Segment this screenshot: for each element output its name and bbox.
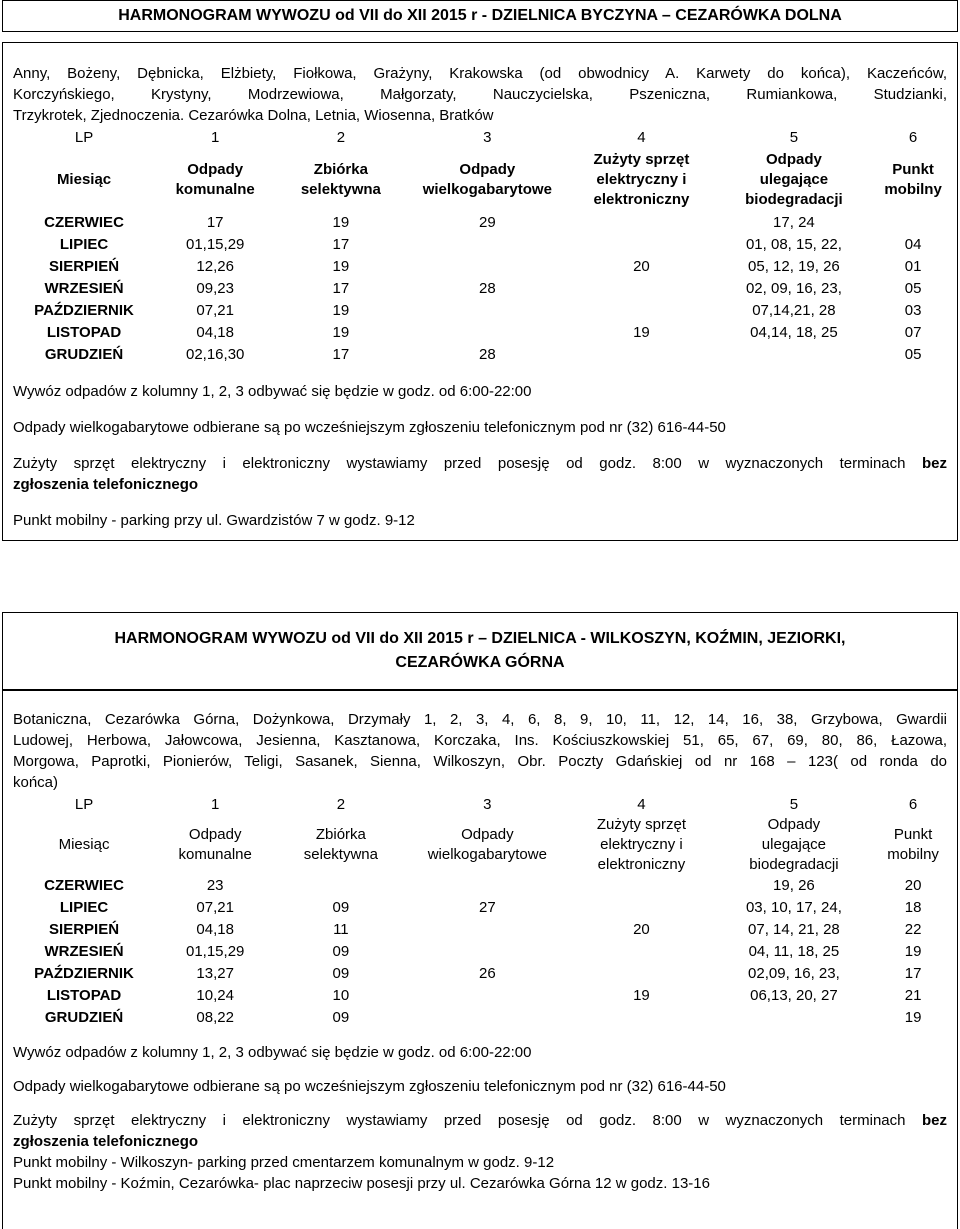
section1-note-hours: Wywóz odpadów z kolumny 1, 2, 3 odbywać się będzie w godz. od 6:00-22:00 bbox=[13, 383, 532, 400]
lp-cell: 3 bbox=[483, 795, 492, 813]
column-header-line: ulegające bbox=[759, 171, 829, 188]
column-header-line: Odpady bbox=[461, 826, 514, 843]
month-cell: GRUDZIEŃ bbox=[44, 1009, 124, 1026]
date-cell: 09 bbox=[332, 965, 350, 982]
column-header-line: Zużyty sprzęt bbox=[593, 151, 690, 168]
section1-streets bbox=[13, 63, 947, 126]
column-header bbox=[275, 148, 406, 212]
note-electro-bold-line: zgłoszenia telefonicznego bbox=[13, 1133, 199, 1150]
streets-line: Trzykrotek, Zjednoczenia. Cezarówka Dolna, Letnia, Wiosenna, Bratków bbox=[13, 107, 494, 124]
date-cell bbox=[568, 897, 714, 919]
date-cell: 10 bbox=[332, 987, 350, 1004]
column-header-line: biodegradacji bbox=[749, 856, 839, 873]
date-cell: 22 bbox=[904, 921, 922, 938]
date-cell bbox=[406, 1007, 568, 1029]
date-cell: 11 bbox=[333, 921, 349, 938]
streets-line: Korczyńskiego, Krystyny, Modrzewiowa, Małgorzaty, Nauczycielska, Pszeniczna, Rumiankowa, Studzianki, bbox=[13, 86, 947, 103]
month-cell: GRUDZIEŃ bbox=[44, 346, 124, 363]
column-header-line: selektywna bbox=[303, 846, 378, 863]
section1-schedule-table bbox=[13, 126, 953, 366]
column-header-line: komunalne bbox=[178, 846, 252, 863]
table-row bbox=[13, 985, 953, 1007]
date-cell bbox=[715, 344, 873, 366]
date-cell: 02,09, 16, 23, bbox=[748, 965, 840, 982]
month-cell: SIERPIEŃ bbox=[49, 921, 120, 938]
date-cell: 12,26 bbox=[196, 258, 234, 275]
date-cell: 09 bbox=[332, 1009, 350, 1026]
table-row bbox=[13, 875, 953, 897]
section1-note-mobile: Punkt mobilny - parking przy ul. Gwardzistów 7 w godz. 9-12 bbox=[13, 512, 415, 529]
date-cell: 07,14,21, 28 bbox=[752, 302, 836, 319]
date-cell: 19 bbox=[332, 214, 350, 231]
date-cell: 07,21 bbox=[196, 899, 234, 916]
date-cell bbox=[406, 941, 568, 963]
date-cell: 06,13, 20, 27 bbox=[750, 987, 838, 1004]
section2-schedule-table bbox=[13, 793, 953, 1029]
table-row bbox=[13, 322, 953, 344]
date-cell: 04,18 bbox=[196, 324, 234, 341]
column-header-line: Odpady bbox=[459, 161, 516, 178]
date-cell: 09 bbox=[332, 943, 350, 960]
column-header bbox=[568, 148, 714, 212]
section1-note-electro bbox=[13, 453, 947, 495]
section2-note-bulky: Odpady wielkogabarytowe odbierane są po wcześniejszym zgłoszeniu telefonicznym pod nr (32) 616-44-50 bbox=[13, 1078, 726, 1095]
lp-cell: 6 bbox=[908, 795, 918, 813]
date-cell bbox=[568, 212, 714, 234]
date-cell: 09,23 bbox=[196, 280, 234, 297]
date-cell: 04 bbox=[904, 236, 922, 253]
date-cell: 18 bbox=[904, 899, 922, 916]
date-cell: 01,15,29 bbox=[185, 943, 245, 960]
month-cell: CZERWIEC bbox=[44, 877, 124, 894]
date-cell bbox=[406, 875, 568, 897]
date-cell: 17 bbox=[206, 214, 224, 231]
date-cell: 04,18 bbox=[196, 921, 234, 938]
lp-cell: 1 bbox=[211, 128, 220, 146]
date-cell: 20 bbox=[633, 921, 650, 938]
streets-line: końca) bbox=[13, 774, 59, 791]
note-electro-text: Zużyty sprzęt elektryczny i elektroniczny wystawiamy przed posesję od godz. 8:00 w wyznaczonych terminach bbox=[13, 455, 906, 472]
header-row bbox=[13, 815, 953, 875]
lp-cell: 2 bbox=[336, 795, 346, 813]
date-cell: 20 bbox=[633, 258, 650, 275]
section1-content bbox=[2, 42, 958, 541]
date-cell: 10,24 bbox=[196, 987, 234, 1004]
column-header bbox=[873, 815, 953, 875]
date-cell: 28 bbox=[478, 280, 496, 297]
date-cell: 21 bbox=[904, 987, 922, 1004]
date-cell: 03, 10, 17, 24, bbox=[745, 899, 842, 916]
column-header-line: Miesiąc bbox=[56, 171, 112, 188]
date-cell: 28 bbox=[478, 346, 496, 363]
table-row bbox=[13, 278, 953, 300]
date-cell: 02,16,30 bbox=[185, 346, 245, 363]
date-cell: 07 bbox=[904, 324, 922, 341]
lp-cell: LP bbox=[74, 128, 94, 146]
lp-cell: 2 bbox=[336, 128, 346, 146]
note-electro-bold: bez bbox=[921, 455, 947, 472]
date-cell bbox=[568, 278, 714, 300]
date-cell bbox=[406, 919, 568, 941]
date-cell: 01 bbox=[904, 258, 922, 275]
month-cell: LIPIEC bbox=[59, 899, 109, 916]
column-header-line: elektryczny i bbox=[600, 836, 683, 853]
date-cell: 05, 12, 19, 26 bbox=[748, 258, 840, 275]
date-cell: 01,15,29 bbox=[185, 236, 245, 253]
date-cell bbox=[568, 344, 714, 366]
section2-title-line2: CEZARÓWKA GÓRNA bbox=[395, 654, 565, 671]
table-row bbox=[13, 300, 953, 322]
section2-title-box bbox=[2, 612, 958, 690]
column-header-line: elektroniczny bbox=[593, 191, 690, 208]
date-cell: 19 bbox=[332, 258, 350, 275]
lp-row bbox=[13, 793, 953, 815]
month-cell: LISTOPAD bbox=[46, 324, 122, 341]
column-header bbox=[406, 815, 568, 875]
section2-streets bbox=[13, 709, 947, 793]
column-header-line: elektryczny i bbox=[596, 171, 687, 188]
streets-line: Ludowej, Herbowa, Jałowcowa, Jesienna, Kasztanowa, Korczaka, Ins. Kościuszkowskiej 51, 65, 67, 69, 80, 86, Łazowa, bbox=[13, 732, 947, 749]
date-cell: 17 bbox=[332, 280, 350, 297]
date-cell: 20 bbox=[904, 877, 922, 894]
table-row bbox=[13, 963, 953, 985]
table-row bbox=[13, 1007, 953, 1029]
date-cell bbox=[568, 963, 714, 985]
column-header bbox=[13, 815, 155, 875]
column-header bbox=[275, 815, 406, 875]
table-row bbox=[13, 344, 953, 366]
date-cell bbox=[275, 875, 406, 897]
section2-note-hours: Wywóz odpadów z kolumny 1, 2, 3 odbywać się będzie w godz. od 6:00-22:00 bbox=[13, 1044, 532, 1061]
column-header bbox=[155, 148, 275, 212]
lp-cell: 6 bbox=[908, 128, 918, 146]
section2-note-electro bbox=[13, 1110, 947, 1152]
date-cell: 17, 24 bbox=[773, 214, 815, 231]
date-cell: 08,22 bbox=[196, 1009, 234, 1026]
month-cell: PAŹDZIERNIK bbox=[34, 302, 134, 319]
date-cell: 04,14, 18, 25 bbox=[750, 324, 838, 341]
date-cell: 29 bbox=[478, 214, 496, 231]
table-row bbox=[13, 941, 953, 963]
date-cell bbox=[568, 941, 714, 963]
column-header-line: Odpady bbox=[767, 816, 821, 833]
date-cell bbox=[406, 322, 568, 344]
month-cell: SIERPIEŃ bbox=[49, 258, 120, 275]
date-cell: 05 bbox=[904, 346, 922, 363]
date-cell: 17 bbox=[904, 965, 922, 982]
header-row bbox=[13, 148, 953, 212]
note-electro-text: Zużyty sprzęt elektryczny i elektroniczny wystawiamy przed posesję od godz. 8:00 w wyznaczonych terminach bbox=[13, 1112, 906, 1129]
column-header-line: mobilny bbox=[887, 846, 939, 863]
date-cell: 19, 26 bbox=[773, 877, 815, 894]
column-header-line: selektywna bbox=[300, 181, 381, 198]
table-row bbox=[13, 897, 953, 919]
column-header bbox=[873, 148, 953, 212]
date-cell: 02, 09, 16, 23, bbox=[745, 280, 842, 297]
date-cell bbox=[873, 212, 953, 234]
date-cell: 07,21 bbox=[196, 302, 234, 319]
section2-note-mobile2: Punkt mobilny - Koźmin, Cezarówka- plac naprzeciw posesji przy ul. Cezarówka Górna 12 w godz. 13-16 bbox=[13, 1175, 710, 1192]
column-header-line: Odpady bbox=[765, 151, 822, 168]
column-header-line: Punkt bbox=[892, 161, 934, 178]
lp-cell: 5 bbox=[789, 128, 799, 146]
lp-cell: 5 bbox=[789, 795, 799, 813]
date-cell: 19 bbox=[904, 943, 922, 960]
column-header-line: Punkt bbox=[893, 826, 933, 843]
month-cell: PAŹDZIERNIK bbox=[34, 965, 134, 982]
date-cell bbox=[568, 300, 714, 322]
streets-line: Botaniczna, Cezarówka Górna, Dożynkowa, Drzymały 1, 2, 3, 4, 6, 8, 9, 10, 11, 12, 14, 16, 38, Grzybowa, Gwardii bbox=[13, 711, 947, 728]
column-header bbox=[155, 815, 275, 875]
date-cell bbox=[568, 1007, 714, 1029]
date-cell: 01, 08, 15, 22, bbox=[745, 236, 842, 253]
column-header-line: mobilny bbox=[884, 181, 942, 198]
column-header-line: elektroniczny bbox=[597, 856, 686, 873]
column-header-line: ulegające bbox=[761, 836, 827, 853]
streets-line: Anny, Bożeny, Dębnicka, Elżbiety, Fiołkowa, Grażyny, Krakowska (od obwodnicy A. Karwety do końca), Kaczeńców, bbox=[13, 65, 947, 82]
date-cell: 19 bbox=[332, 324, 350, 341]
date-cell bbox=[406, 234, 568, 256]
date-cell bbox=[715, 1007, 873, 1029]
table-row bbox=[13, 256, 953, 278]
column-header-line: Odpady bbox=[188, 826, 242, 843]
date-cell: 07, 14, 21, 28 bbox=[748, 921, 840, 938]
date-cell: 27 bbox=[478, 899, 496, 916]
lp-row bbox=[13, 126, 953, 148]
date-cell: 23 bbox=[206, 877, 224, 894]
section1-note-bulky: Odpady wielkogabarytowe odbierane są po wcześniejszym zgłoszeniu telefonicznym pod nr (32) 616-44-50 bbox=[13, 419, 726, 436]
month-cell: CZERWIEC bbox=[44, 214, 124, 231]
streets-line: Morgowa, Paprotki, Pionierów, Teligi, Sasanek, Sienna, Wilkoszyn, Obr. Poczty Gdańskiej od nr 168 – 123( od ronda do bbox=[13, 753, 947, 770]
date-cell: 03 bbox=[904, 302, 922, 319]
section1-title: HARMONOGRAM WYWOZU od VII do XII 2015 r - DZIELNICA BYCZYNA – CEZARÓWKA DOLNA bbox=[118, 7, 842, 24]
lp-cell: 4 bbox=[637, 795, 646, 813]
date-cell bbox=[406, 985, 568, 1007]
date-cell: 26 bbox=[478, 965, 496, 982]
month-cell: WRZESIEŃ bbox=[44, 280, 124, 297]
note-electro-bold: bez bbox=[921, 1112, 947, 1129]
column-header-line: wielkogabarytowe bbox=[422, 181, 552, 198]
column-header bbox=[715, 148, 873, 212]
date-cell: 19 bbox=[633, 987, 650, 1004]
month-cell: LIPIEC bbox=[59, 236, 109, 253]
month-cell: LISTOPAD bbox=[46, 987, 122, 1004]
lp-cell: 4 bbox=[637, 128, 646, 146]
section2-note-mobile1: Punkt mobilny - Wilkoszyn- parking przed cmentarzem komunalnym w godz. 9-12 bbox=[13, 1154, 555, 1171]
column-header-line: Zbiórka bbox=[315, 826, 366, 843]
date-cell: 17 bbox=[332, 236, 350, 253]
column-header bbox=[13, 148, 155, 212]
table-row bbox=[13, 919, 953, 941]
date-cell: 04, 11, 18, 25 bbox=[748, 943, 840, 960]
section1-title-box bbox=[2, 0, 958, 32]
lp-cell: 3 bbox=[483, 128, 492, 146]
column-header-line: biodegradacji bbox=[745, 191, 843, 208]
column-header bbox=[715, 815, 873, 875]
column-header-line: komunalne bbox=[175, 181, 255, 198]
column-header-line: Zbiórka bbox=[313, 161, 368, 178]
date-cell bbox=[568, 234, 714, 256]
column-header bbox=[406, 148, 568, 212]
table-row bbox=[13, 212, 953, 234]
table-row bbox=[13, 234, 953, 256]
column-header-line: Odpady bbox=[187, 161, 244, 178]
date-cell: 05 bbox=[904, 280, 922, 297]
date-cell: 19 bbox=[633, 324, 650, 341]
date-cell: 19 bbox=[332, 302, 350, 319]
date-cell bbox=[568, 875, 714, 897]
date-cell: 09 bbox=[332, 899, 350, 916]
date-cell bbox=[406, 300, 568, 322]
column-header bbox=[568, 815, 714, 875]
column-header-line: Zużyty sprzęt bbox=[596, 816, 687, 833]
date-cell: 13,27 bbox=[196, 965, 234, 982]
column-header-line: wielkogabarytowe bbox=[427, 846, 547, 863]
column-header-line: Miesiąc bbox=[58, 836, 110, 853]
lp-cell: LP bbox=[74, 795, 94, 813]
date-cell bbox=[406, 256, 568, 278]
date-cell: 17 bbox=[332, 346, 350, 363]
section2-title-line1: HARMONOGRAM WYWOZU od VII do XII 2015 r – DZIELNICA - WILKOSZYN, KOŹMIN, JEZIORKI, bbox=[114, 630, 846, 647]
section2-content bbox=[2, 690, 958, 1229]
lp-cell: 1 bbox=[211, 795, 220, 813]
month-cell: WRZESIEŃ bbox=[44, 943, 124, 960]
date-cell: 19 bbox=[904, 1009, 922, 1026]
note-electro-bold-line: zgłoszenia telefonicznego bbox=[13, 476, 199, 493]
